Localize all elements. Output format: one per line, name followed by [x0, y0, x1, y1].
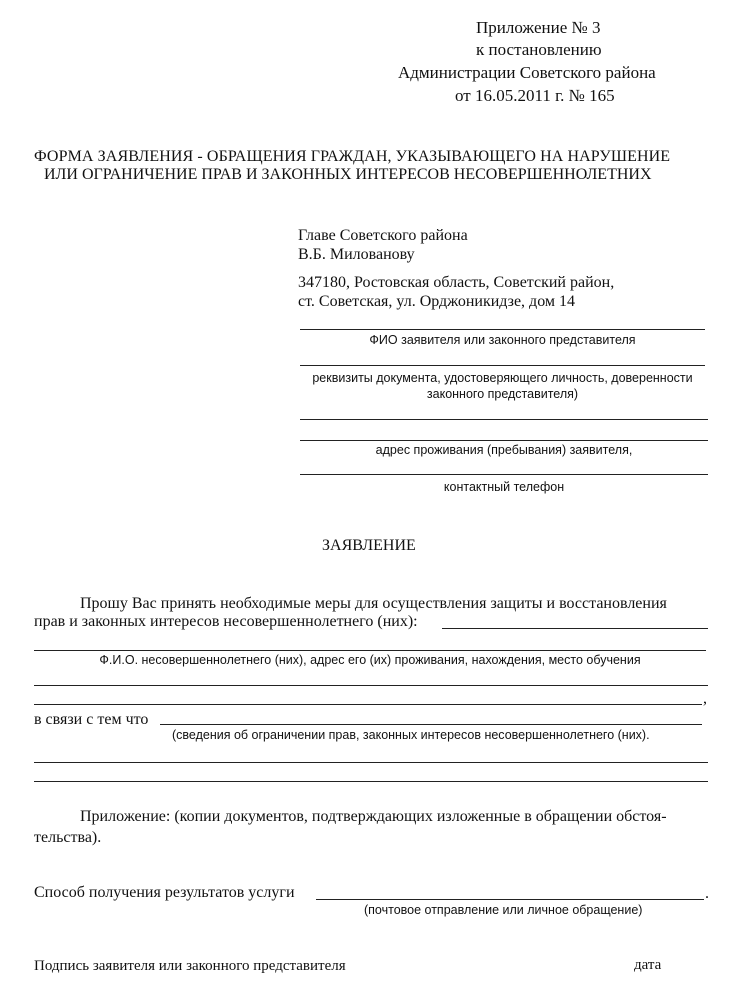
minor-caption: Ф.И.О. несовершеннолетнего (них), адрес его (их) проживания, нахождения, место обучения — [99, 653, 641, 667]
appendix-date: от 16.05.2011 г. № 165 — [455, 86, 615, 105]
phone-field-line[interactable] — [300, 474, 708, 475]
addressee-title: Главе Советского района — [298, 227, 468, 244]
minor-field-line1[interactable] — [34, 650, 706, 651]
signature-label: Подпись заявителя или законного представителя — [34, 958, 346, 974]
method-label: Способ получения результатов услуги — [34, 884, 295, 901]
attachment-line2: тельства). — [34, 829, 102, 846]
address-field-line2[interactable] — [300, 440, 708, 441]
due-to-field-line[interactable] — [160, 724, 702, 725]
fio-caption: ФИО заявителя или законного представителя — [369, 333, 636, 347]
appendix-decree: к постановлению — [476, 40, 602, 59]
minor-comma: , — [703, 690, 707, 707]
due-to-field-line2[interactable] — [34, 762, 708, 763]
form-title-line1: ФОРМА ЗАЯВЛЕНИЯ - ОБРАЩЕНИЯ ГРАЖДАН, УКАЗЫВАЮЩЕГО НА НАРУШЕНИЕ — [34, 148, 671, 165]
date-label: дата — [634, 957, 662, 973]
fio-field-line[interactable] — [300, 329, 705, 330]
document-field-line[interactable] — [300, 365, 705, 366]
document-caption-line1: реквизиты документа, удостоверяющего личность, доверенности — [312, 371, 693, 385]
statement-heading: ЗАЯВЛЕНИЕ — [322, 537, 416, 554]
form-title-line2: ИЛИ ОГРАНИЧЕНИЕ ПРАВ И ЗАКОННЫХ ИНТЕРЕСОВ НЕСОВЕРШЕННОЛЕТНИХ — [44, 166, 652, 183]
request-line1: Прошу Вас принять необходимые меры для осуществления защиты и восстановления — [80, 595, 667, 612]
attachment-line1: Приложение: (копии документов, подтверждающих изложенные в обращении обстоя- — [80, 808, 667, 825]
phone-caption: контактный телефон — [443, 480, 565, 494]
address-caption: адрес проживания (пребывания) заявителя, — [375, 443, 633, 457]
addressee-address-line1: 347180, Ростовская область, Советский район, — [298, 274, 615, 291]
address-field-line1[interactable] — [300, 419, 708, 420]
due-to-caption: (сведения об ограничении прав, законных интересов несовершеннолетнего (них). — [172, 728, 650, 742]
addressee-address-line2: ст. Советская, ул. Орджоникидзе, дом 14 — [298, 293, 576, 310]
appendix-administration: Администрации Советского района — [398, 63, 656, 82]
method-dot: . — [705, 885, 709, 902]
due-to-field-line3[interactable] — [34, 781, 708, 782]
method-caption: (почтовое отправление или личное обращение) — [364, 903, 643, 917]
method-field-line[interactable] — [316, 899, 704, 900]
due-to-label: в связи с тем что — [34, 711, 149, 728]
document-caption-line2: законного представителя) — [426, 387, 579, 401]
appendix-number: Приложение № 3 — [476, 18, 601, 37]
request-line2: прав и законных интересов несовершеннолетнего (них): — [34, 613, 418, 630]
minor-field-line3[interactable] — [34, 704, 702, 705]
minor-field-line-inline[interactable] — [442, 628, 708, 629]
minor-field-line2[interactable] — [34, 685, 708, 686]
addressee-name: В.Б. Милованову — [298, 246, 415, 263]
